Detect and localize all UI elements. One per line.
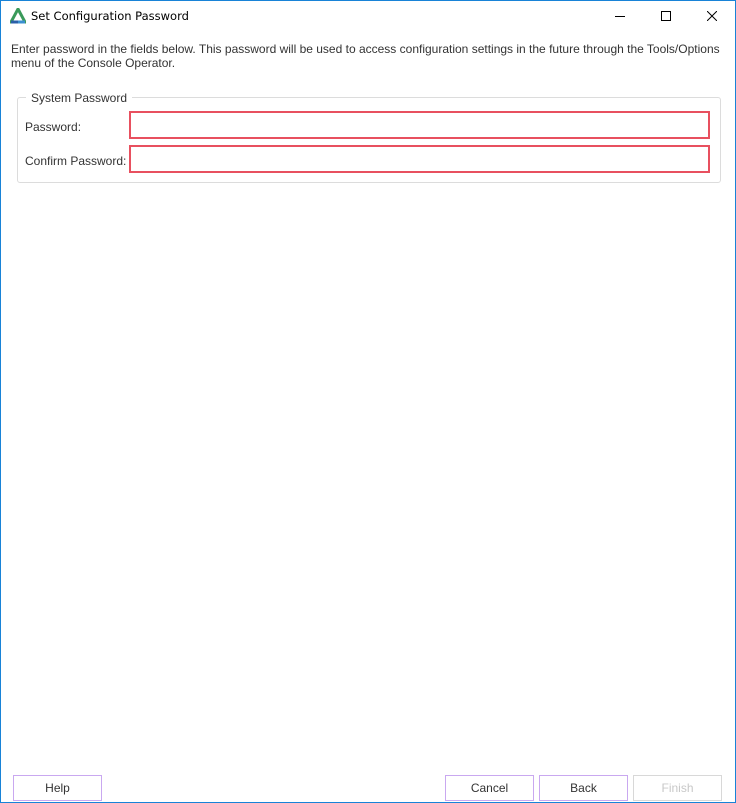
password-input[interactable] [129,111,710,139]
minimize-icon [615,11,625,21]
close-button[interactable] [689,1,735,31]
instructions-text: Enter password in the fields below. This password will be used to access configuration settings in the future through the Tools/Options menu of the Console Operator. [11,42,720,70]
window-title: Set Configuration Password [31,9,189,23]
maximize-button[interactable] [643,1,689,31]
app-logo-icon [10,8,26,24]
password-label: Password: [25,120,82,134]
group-legend: System Password [26,91,132,105]
confirm-password-label: Confirm Password: [25,154,127,168]
close-icon [707,11,717,21]
system-password-group [17,91,721,183]
cancel-button[interactable]: Cancel [445,775,534,801]
title-bar [1,1,735,31]
back-button[interactable]: Back [539,775,628,801]
confirm-password-input[interactable] [129,145,710,173]
maximize-icon [661,11,671,21]
help-button[interactable]: Help [13,775,102,801]
finish-button[interactable]: Finish [633,775,722,801]
minimize-button[interactable] [597,1,643,31]
